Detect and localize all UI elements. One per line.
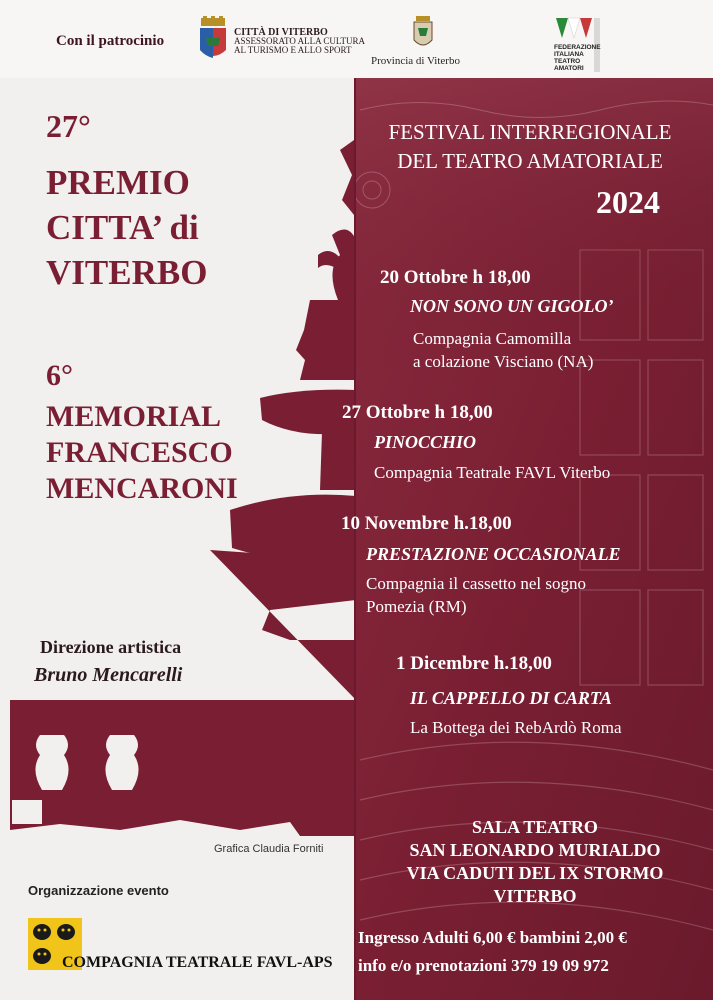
fita-line-1: FEDERAZIONE <box>554 44 601 51</box>
memorial-line-2: FRANCESCO <box>46 436 233 469</box>
event-company-line-2: Pomezia (RM) <box>366 597 467 616</box>
event-date: 27 Ottobre h 18,00 <box>342 402 493 423</box>
festival-line-1: FESTIVAL INTERREGIONALE <box>388 120 672 144</box>
provincia-crest-icon <box>411 16 435 52</box>
event-company-line-1: Compagnia il cassetto nel sogno <box>366 574 587 593</box>
event-title: IL CAPPELLO DI CARTA <box>410 688 612 708</box>
patronage-label: Con il patrocinio <box>56 33 165 49</box>
venue-line-2: SAN LEONARDO MURIALDO <box>409 840 661 860</box>
event-date: 20 Ottobre h 18,00 <box>380 267 531 288</box>
festival-line-2: DEL TEATRO AMATORIALE <box>397 149 663 173</box>
direction-name: Bruno Mencarelli <box>34 664 183 686</box>
premio-line-1: PREMIO <box>46 163 190 202</box>
event-company-line-1: La Bottega dei RebArdò Roma <box>410 718 622 737</box>
premio-title <box>46 160 207 295</box>
organization-label: Organizzazione evento <box>28 883 169 898</box>
festival-year: 2024 <box>596 184 660 220</box>
citta-viterbo-label <box>234 28 365 55</box>
citta-viterbo-dept-1: ASSESSORATO ALLA CULTURA <box>234 36 366 46</box>
premio-line-2: CITTA’ di <box>46 208 199 247</box>
fita-line-2: ITALIANA <box>554 51 584 58</box>
venue-block <box>360 816 710 908</box>
memorial-title <box>46 399 238 507</box>
venue-line-3: VIA CADUTI DEL IX STORMO <box>406 863 664 883</box>
direction-label: Direzione artistica <box>40 637 182 657</box>
graphics-credit: Grafica Claudia Forniti <box>214 843 324 855</box>
event-company-line-2: a colazione Visciano (NA) <box>413 352 594 371</box>
event-company <box>410 716 622 739</box>
event-company <box>413 327 593 373</box>
event-title: NON SONO UN GIGOLO’ <box>410 296 614 316</box>
event-date: 1 Dicembre h.18,00 <box>396 653 552 674</box>
memorial-line-1: MEMORIAL <box>46 400 221 433</box>
citta-viterbo-dept-2: AL TURISMO E ALLO SPORT <box>234 45 352 55</box>
fita-label <box>554 44 601 72</box>
ticket-prices: Ingresso Adulti 6,00 € bambini 2,00 € <box>358 928 627 947</box>
edition-number: 27° <box>46 108 91 144</box>
venue-line-4: VITERBO <box>493 886 577 906</box>
festival-title <box>375 118 685 176</box>
viterbo-crest-icon <box>197 16 229 64</box>
memorial-line-3: MENCARONI <box>46 472 238 505</box>
fita-line-3: TEATRO <box>554 58 581 65</box>
booking-info: info e/o prenotazioni 379 19 09 972 <box>358 956 609 975</box>
fita-line-4: AMATORI <box>554 65 584 72</box>
venue-line-1: SALA TEATRO <box>472 817 598 837</box>
citta-viterbo-name: CITTÀ DI VITERBO <box>234 27 328 38</box>
event-date: 10 Novembre h.18,00 <box>341 513 512 534</box>
memorial-number: 6° <box>46 359 73 392</box>
event-company <box>366 572 586 618</box>
organization-name: COMPAGNIA TEATRALE FAVL-APS <box>62 954 333 971</box>
event-company-line-1: Compagnia Teatrale FAVL Viterbo <box>374 463 611 482</box>
event-title: PINOCCHIO <box>374 432 477 452</box>
provincia-label: Provincia di Viterbo <box>371 55 460 67</box>
event-company-line-1: Compagnia Camomilla <box>413 329 572 348</box>
event-company <box>374 461 610 484</box>
event-title: PRESTAZIONE OCCASIONALE <box>366 544 621 564</box>
premio-line-3: VITERBO <box>46 253 208 292</box>
